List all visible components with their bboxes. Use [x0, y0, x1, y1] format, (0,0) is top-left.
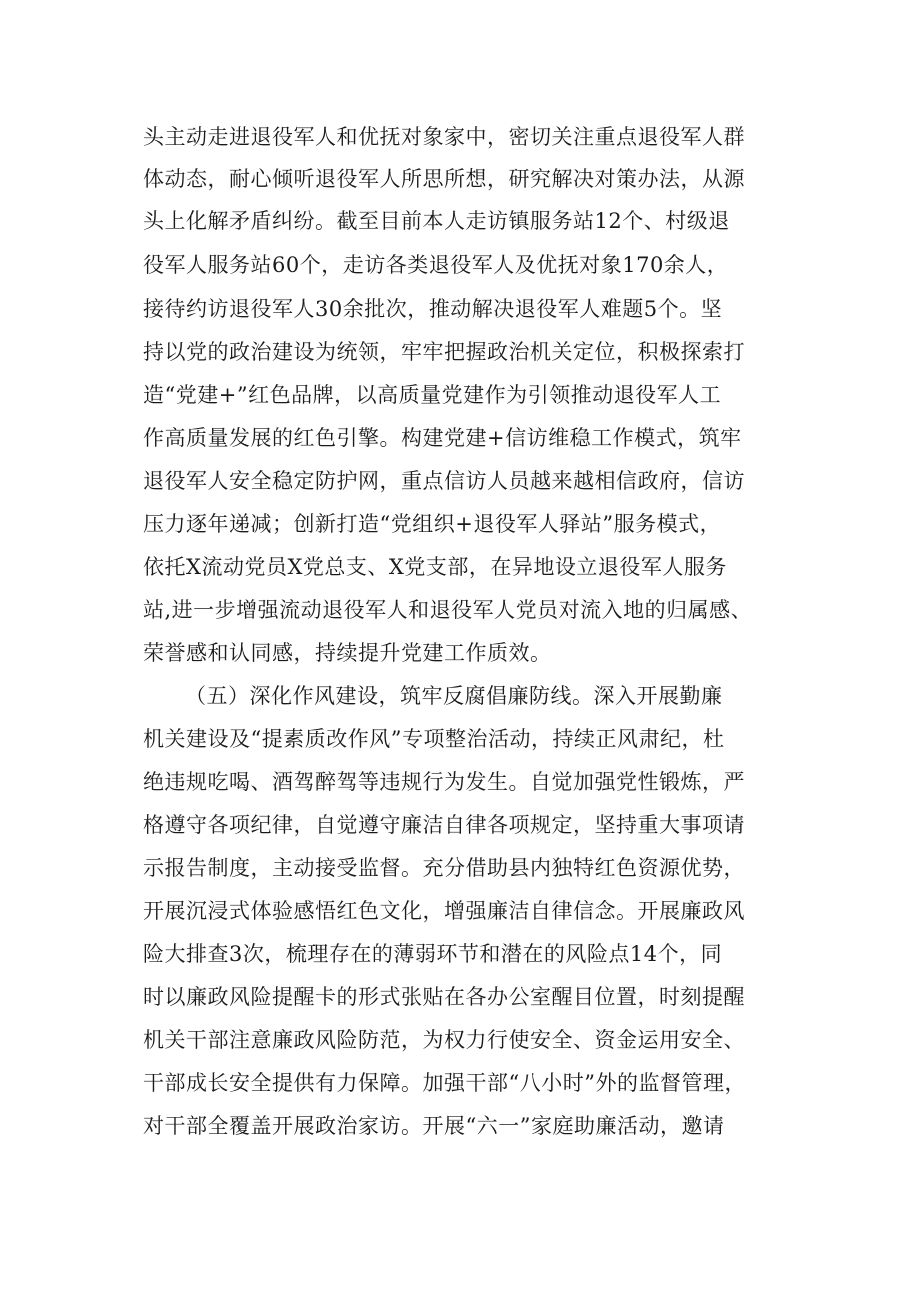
text-line: 格遵守各项纪律，自觉遵守廉洁自律各项规定，坚持重大事项请 — [143, 813, 745, 837]
text-line: 体动态，耐心倾听退役军人所思所想，研究解决对策办法，从源 — [143, 167, 745, 191]
text-line: 站,进一步增强流动退役军人和退役军人党员对流入地的归属感、 — [143, 598, 753, 622]
text-line: 对干部全覆盖开展政治家访。开展“六一”家庭助廉活动，邀请 — [143, 1114, 725, 1138]
text-line: 干部成长安全提供有力保障。加强干部“八小时”外的监督管理， — [143, 1071, 746, 1095]
text-line: 依托X流动党员X党总支、X党支部，在异地设立退役军人服务 — [143, 555, 727, 579]
text-line: 荣誉感和认同感，持续提升党建工作质效。 — [143, 641, 552, 665]
text-line: 退役军人安全稳定防护网，重点信访人员越来越相信政府，信访 — [143, 469, 745, 493]
text-line: 机关干部注意廉政风险防范，为权力行使安全、资金运用安全、 — [143, 1028, 745, 1052]
text-line: 作高质量发展的红色引擎。构建党建+信访维稳工作模式，筑牢 — [143, 426, 742, 450]
text-line: 造“党建+”红色品牌，以高质量党建作为引领推动退役军人工 — [143, 383, 722, 407]
text-line: 险大排查3次，梳理存在的薄弱环节和潜在的风险点14个，同 — [143, 942, 723, 966]
text-line: 头主动走进退役军人和优抚对象家中，密切关注重点退役军人群 — [143, 125, 745, 149]
text-line: 持以党的政治建设为统领，牢牢把握政治机关定位，积极探索打 — [143, 340, 745, 364]
text-line: 役军人服务站60个，走访各类退役军人及优抚对象170余人， — [143, 253, 729, 277]
text-line: 示报告制度，主动接受监督。充分借助县内独特红色资源优势， — [143, 856, 745, 880]
text-line: 接待约访退役军人30余批次，推动解决退役军人难题5个。坚 — [143, 297, 723, 321]
text-line: 压力逐年递减；创新打造“党组织+退役军人驿站”服务模式， — [143, 512, 722, 536]
text-line: 头上化解矛盾纠纷。截至目前本人走访镇服务站12个、村级退 — [143, 209, 730, 233]
section-heading-line: （五）深化作风建设，筑牢反腐倡廉防线。深入开展勤廉 — [185, 684, 723, 708]
text-line: 时以廉政风险提醒卡的形式张贴在各办公室醒目位置，时刻提醒 — [143, 985, 745, 1009]
text-line: 绝违规吃喝、酒驾醉驾等违规行为发生。自觉加强党性锻炼，严 — [143, 770, 745, 794]
text-line: 开展沉浸式体验感悟红色文化，增强廉洁自律信念。开展廉政风 — [143, 899, 745, 923]
text-line: 机关建设及“提素质改作风”专项整治活动，持续正风肃纪，杜 — [143, 727, 725, 751]
